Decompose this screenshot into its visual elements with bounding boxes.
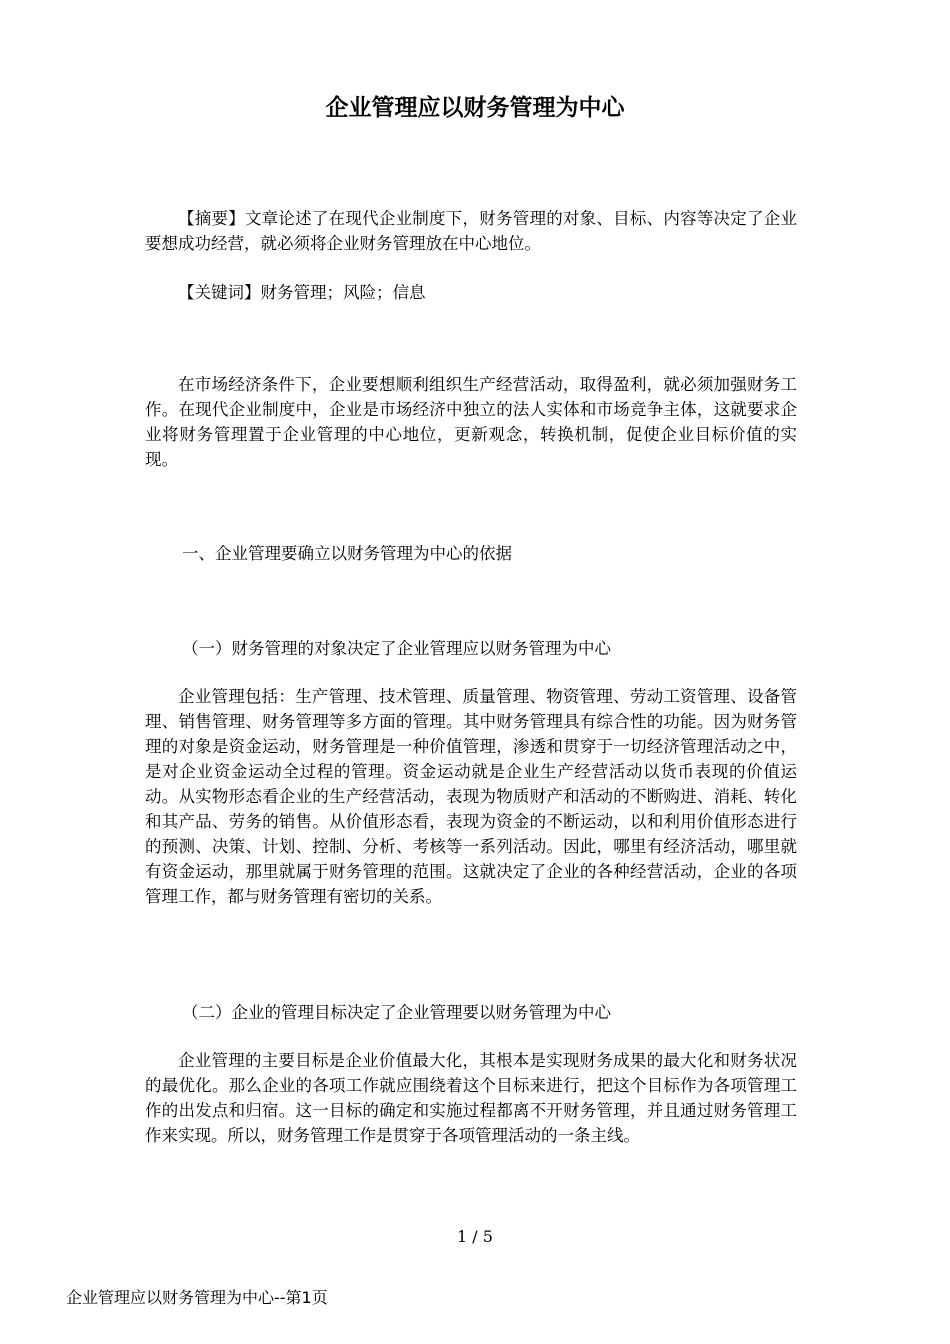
- abstract-paragraph: 【摘要】文章论述了在现代企业制度下，财务管理的对象、目标、内容等决定了企业要想成功经营，就必须将企业财务管理放在中心地位。: [145, 209, 797, 253]
- subsection-2-body: 企业管理的主要目标是企业价值最大化，其根本是实现财务成果的最大化和财务状况的最优化。那么企业的各项工作就应围绕着这个目标来进行，把这个目标作为各项管理工作的出发点和归宿。这一目标的确定和实施过程都离不开财务管理，并且通过财务管理工作来实现。所以，财务管理工作是贯穿于各项管理活动的一条主线。: [145, 1051, 797, 1145]
- page-footer: 企业管理应以财务管理为中心--第1页: [66, 1288, 328, 1307]
- subsection-2-heading: （二）企业的管理目标决定了企业管理要以财务管理为中心: [182, 1003, 611, 1022]
- subsection-1-body: 企业管理包括：生产管理、技术管理、质量管理、物资管理、劳动工资管理、设备管理、销售管理、财务管理等多方面的管理。其中财务管理具有综合性的功能。因为财务管理的对象是资金运动，财务管理是一种价值管理，渗透和贯穿于一切经济管理活动之中，是对企业资金运动全过程的管理。资金运动就是企业生产经营活动以货币表现的价值运动。从实物形态看企业的生产经营活动，表现为物质财产和活动的不断购进、消耗、转化和其产品、劳务的销售。从价值形态看，表现为资金的不断运动，以和利用价值形态进行的预测、决策、计划、控制、分析、考核等一系列活动。因此，哪里有经济活动，哪里就有资金运动，那里就属于财务管理的范围。这就决定了企业的各种经营活动，企业的各项管理工作，都与财务管理有密切的关系。: [145, 687, 797, 906]
- page-number: 1 / 5: [457, 1227, 493, 1246]
- intro-paragraph: 在市场经济条件下，企业要想顺利组织生产经营活动，取得盈利，就必须加强财务工作。在现代企业制度中，企业是市场经济中独立的法人实体和市场竞争主体，这就要求企业将财务管理置于企业管理的中心地位，更新观念，转换机制，促使企业目标价值的实现。: [145, 375, 797, 469]
- keywords-line: 【关键词】财务管理；风险；信息: [178, 283, 426, 302]
- subsection-1-heading: （一）财务管理的对象决定了企业管理应以财务管理为中心: [182, 639, 611, 658]
- document-title: 企业管理应以财务管理为中心: [325, 95, 625, 121]
- section-1-heading: 一、企业管理要确立以财务管理为中心的依据: [182, 544, 512, 563]
